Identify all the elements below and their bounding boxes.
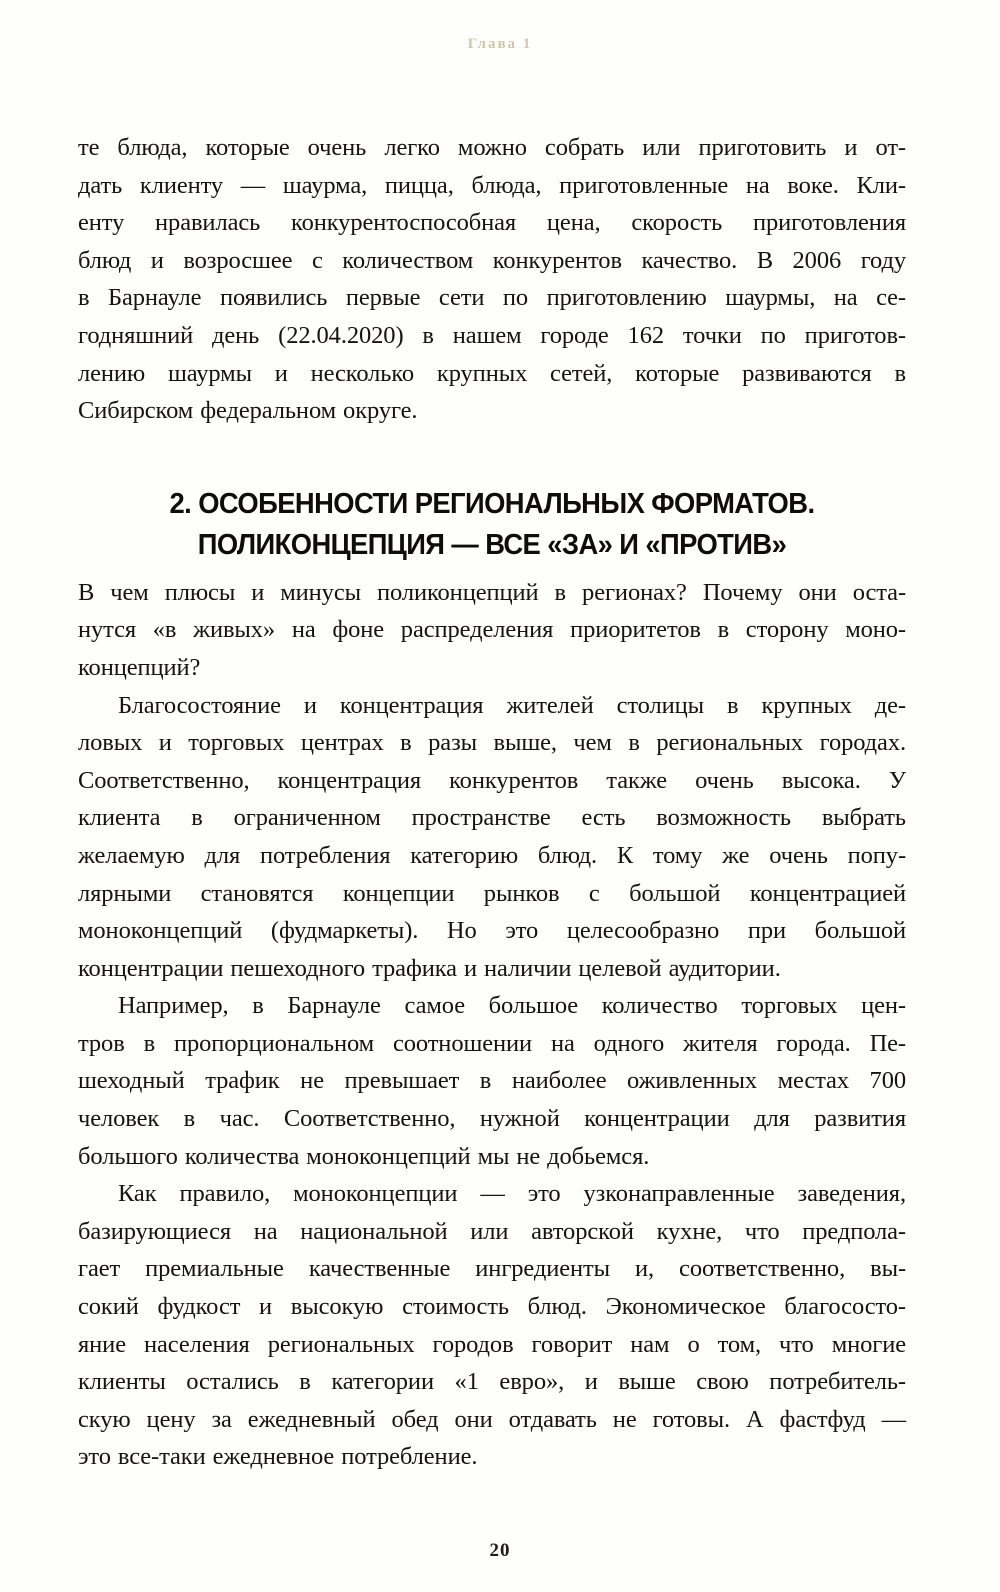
body-line: нутся «в живых» на фоне распределения приоритетов в сторону моно- [78, 616, 906, 644]
paragraph-barnaul-example [78, 987, 906, 1175]
body-line: концентрации пешеходного трафика и наличии целевой аудитории. [78, 954, 781, 982]
paragraph-monoconcepts [78, 1175, 906, 1476]
body-line: яние населения региональных городов говорит нам о том, что многие [78, 1330, 906, 1358]
body-line: В чем плюсы и минусы поликонцепций в регионах? Почему они оста- [78, 578, 906, 606]
body-line: большого количества моноконцепций мы не добьемся. [78, 1142, 650, 1170]
body-line: Благосостояние и концентрация жителей столицы в крупных де- [118, 691, 906, 719]
body-line: енту нравилась конкурентоспособная цена, скорость приготовления [78, 209, 906, 237]
body-line: Сибирском федеральном округе. [78, 397, 418, 425]
body-line: базирующиеся на национальной или авторской кухне, что предпола- [78, 1217, 906, 1245]
text-column [78, 129, 906, 1476]
body-line: моноконцепций (фудмаркеты). Но это целесообразно при большой [78, 917, 906, 945]
body-line: клиента в ограниченном пространстве есть возможность выбрать [78, 804, 906, 832]
body-line: Например, в Барнауле самое большое количество торговых цен- [118, 992, 906, 1020]
body-line: сокий фудкост и высокую стоимость блюд. Экономическое благососто- [78, 1293, 906, 1321]
body-line: гает премиальные качественные ингредиенты и, соответственно, вы- [78, 1255, 906, 1283]
paragraph-continuation [78, 129, 906, 430]
body-line: тров в пропорциональном соотношении на одного жителя города. Пе- [78, 1029, 906, 1057]
body-line: Соответственно, концентрация конкурентов также очень высока. У [78, 766, 906, 794]
body-line: концепций? [78, 653, 201, 681]
body-line: клиенты остались в категории «1 евро», и выше свою потребитель- [78, 1368, 906, 1396]
body-line: ловых и торговых центрах в разы выше, чем в региональных городах. [78, 729, 906, 757]
section-heading [78, 484, 906, 566]
body-line: годняшний день (22.04.2020) в нашем городе 162 точки по приготов- [78, 321, 906, 349]
section-heading-line-1: 2. ОСОБЕННОСТИ РЕГИОНАЛЬНЫХ ФОРМАТОВ. [169, 487, 815, 520]
body-line: скую цену за ежедневный обед они отдавать не готовы. А фастфуд — [78, 1405, 906, 1433]
body-line: желаемую для потребления категорию блюд. К тому же очень попу- [78, 841, 906, 869]
running-head: Глава 1 [467, 36, 533, 52]
body-line: лению шаурмы и несколько крупных сетей, которые развиваются в [78, 359, 906, 387]
page-number: 20 [489, 1540, 511, 1561]
body-line: человек в час. Соответственно, нужной концентрации для развития [78, 1105, 906, 1133]
body-line: шеходный трафик не превышает в наиболее оживленных местах 700 [78, 1067, 906, 1095]
body-line: это все-таки ежедневное потребление. [78, 1443, 478, 1471]
paragraph-welfare-concentration [78, 687, 906, 988]
body-line: те блюда, которые очень легко можно собрать или приготовить и от- [78, 134, 906, 161]
body-line: Как правило, моноконцепции — это узконаправленные заведения, [118, 1180, 906, 1208]
body-line: лярными становятся концепции рынков с большой концентрацией [78, 879, 906, 907]
body-line: в Барнауле появились первые сети по приготовлению шаурмы, на се- [78, 284, 906, 312]
body-line: дать клиенту — шаурма, пицца, блюда, приготовленные на воке. Кли- [78, 171, 906, 199]
body-line: блюд и возросшее с количеством конкурентов качество. В 2006 году [78, 246, 906, 274]
paragraph-lead-questions [78, 574, 906, 687]
section-heading-line-2: ПОЛИКОНЦЕПЦИЯ — ВСЕ «ЗА» И «ПРОТИВ» [197, 528, 787, 561]
